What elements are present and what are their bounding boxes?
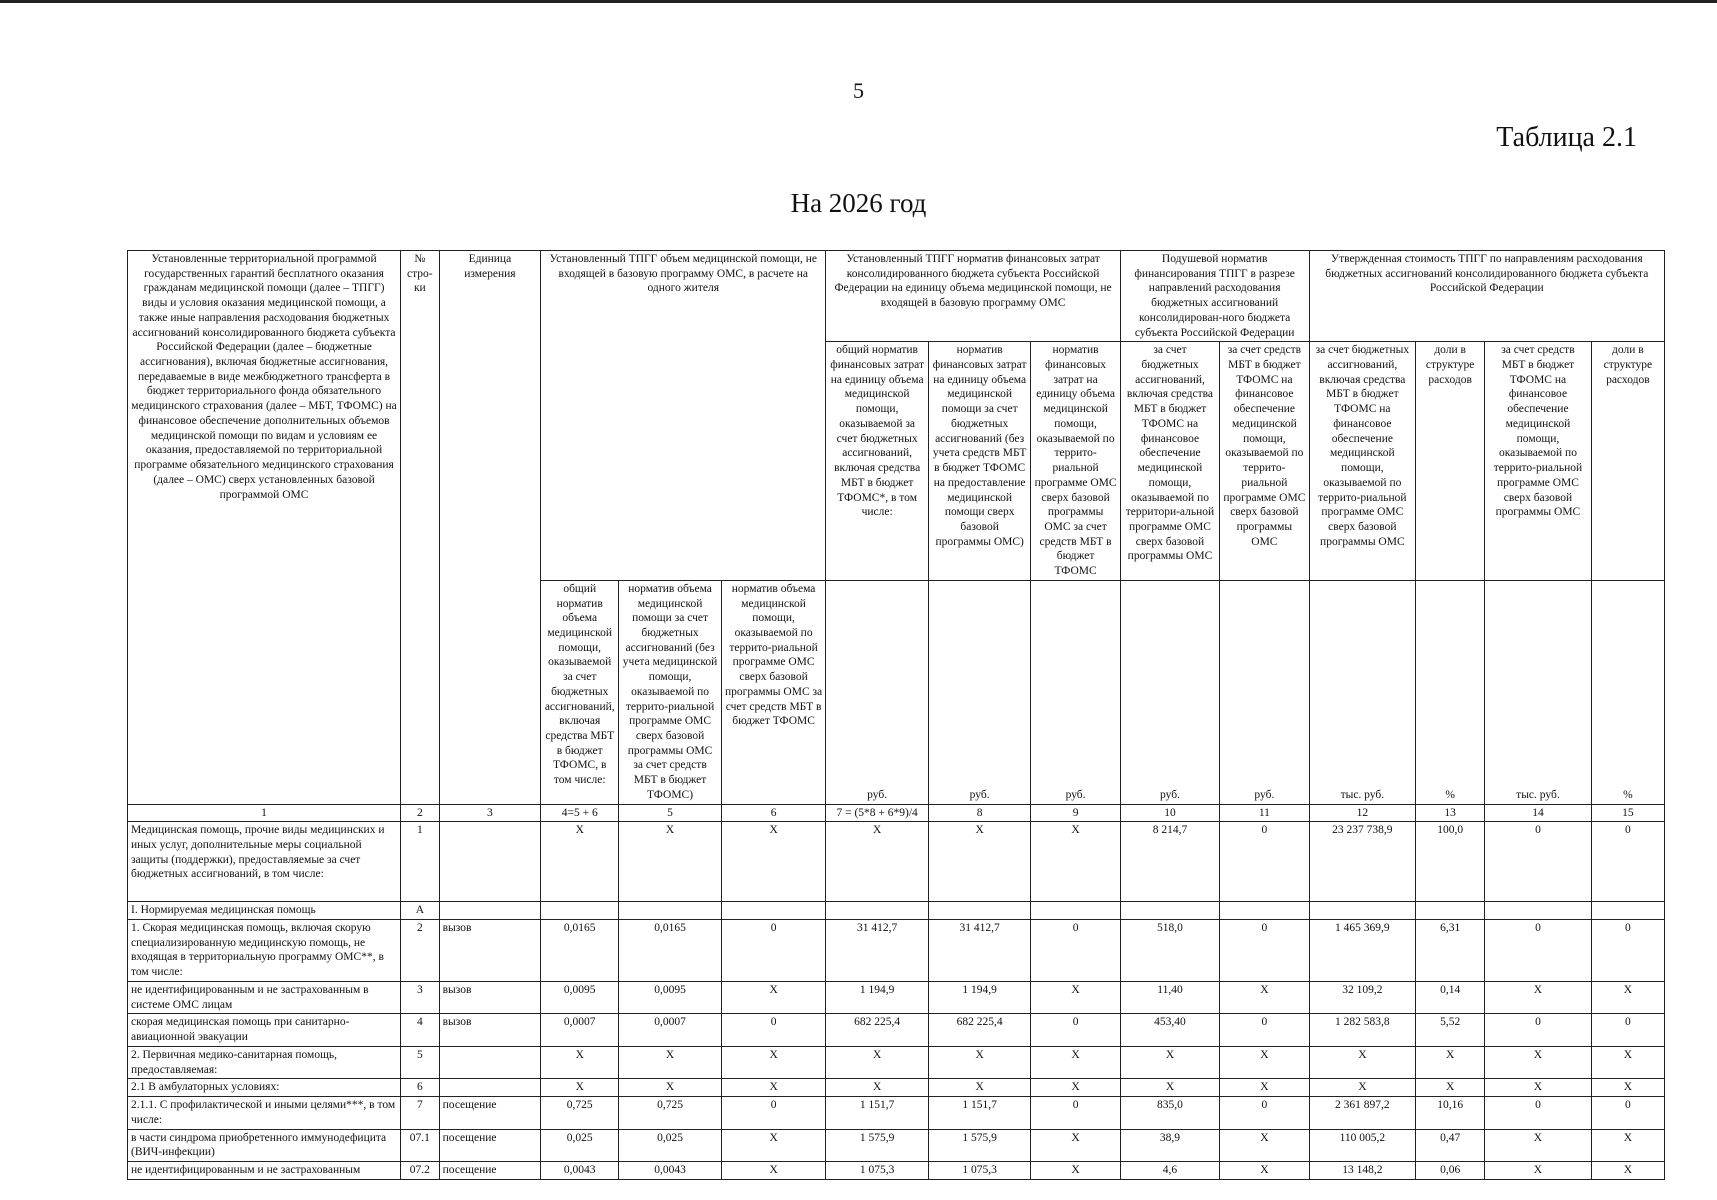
row-value: 1 282 583,8	[1309, 1014, 1416, 1046]
financing-table	[127, 250, 1665, 1180]
row-value: 0	[1220, 1097, 1309, 1129]
row-unit	[439, 902, 541, 920]
row-value: 1 575,9	[826, 1129, 929, 1161]
column-number: 14	[1485, 804, 1592, 822]
row-value: X	[1485, 1046, 1592, 1078]
row-value: X	[1220, 1046, 1309, 1078]
row-value: 0,725	[541, 1097, 619, 1129]
row-value: 0,0007	[541, 1014, 619, 1046]
row-value: 4,6	[1120, 1161, 1219, 1179]
row-value: X	[721, 982, 826, 1014]
row-value: 38,9	[1120, 1129, 1219, 1161]
page-number: 5	[853, 78, 864, 103]
row-value: X	[1031, 822, 1120, 902]
row-value: 0	[1031, 1097, 1120, 1129]
unit-col-10: руб.	[1120, 580, 1219, 804]
row-value: X	[1031, 1079, 1120, 1097]
row-value: 0,0165	[619, 920, 722, 982]
row-unit: вызов	[439, 1014, 541, 1046]
table-row	[128, 1079, 1665, 1097]
header-col-3: Единица измерения	[439, 251, 541, 805]
row-value: X	[1485, 1079, 1592, 1097]
row-value	[541, 902, 619, 920]
row-value: X	[1031, 1129, 1120, 1161]
row-label: не идентифицированным и не застрахованным в системе ОМС лицам	[128, 982, 401, 1014]
row-value: X	[1220, 1079, 1309, 1097]
column-number: 2	[401, 804, 440, 822]
row-value: 1 151,7	[928, 1097, 1031, 1129]
row-value	[1416, 902, 1485, 920]
row-value: X	[619, 822, 722, 902]
row-value: X	[1485, 1161, 1592, 1179]
header-col-7: общий норматив финансовых затрат на единицу объема медицинской помощи, оказываемой за счет бюджетных ассигнований, включая средства МБТ в бюджет ТФОМС*, в том числе:	[826, 342, 929, 581]
table-row	[128, 822, 1665, 902]
unit-col-7: руб.	[826, 580, 929, 804]
row-value: 0,0043	[541, 1161, 619, 1179]
row-value: 0,0007	[619, 1014, 722, 1046]
row-number: 3	[401, 982, 440, 1014]
unit-col-13: %	[1416, 580, 1485, 804]
row-label: 2. Первичная медико-санитарная помощь, предоставляемая:	[128, 1046, 401, 1078]
row-unit	[439, 1079, 541, 1097]
row-value: 0	[1220, 920, 1309, 982]
row-value: 1 194,9	[826, 982, 929, 1014]
row-value: X	[721, 1129, 826, 1161]
column-number: 3	[439, 804, 541, 822]
unit-col-11: руб.	[1220, 580, 1309, 804]
row-value: 0,06	[1416, 1161, 1485, 1179]
row-value: 0	[1591, 1097, 1664, 1129]
header-col-2: № стро-ки	[401, 251, 440, 805]
row-value	[1031, 902, 1120, 920]
row-value: 0	[721, 920, 826, 982]
row-value: 0,0095	[541, 982, 619, 1014]
row-value: X	[1031, 982, 1120, 1014]
table-row	[128, 1046, 1665, 1078]
row-value: 13 148,2	[1309, 1161, 1416, 1179]
row-value: 453,40	[1120, 1014, 1219, 1046]
row-value: 5,52	[1416, 1014, 1485, 1046]
row-value: 8 214,7	[1120, 822, 1219, 902]
header-col-14: за счет средств МБТ в бюджет ТФОМС на финансовое обеспечение медицинской помощи, оказываемой по террито-риальной программе ОМС сверх базовой программы ОМС	[1485, 342, 1592, 581]
row-value: 0,14	[1416, 982, 1485, 1014]
row-value: 0	[1485, 822, 1592, 902]
row-value: 1 075,3	[826, 1161, 929, 1179]
row-value: X	[1120, 1079, 1219, 1097]
row-value: 32 109,2	[1309, 982, 1416, 1014]
row-value	[1309, 902, 1416, 920]
row-value: X	[1220, 1129, 1309, 1161]
row-value: X	[1591, 1161, 1664, 1179]
row-value	[1220, 902, 1309, 920]
row-value: 0,725	[619, 1097, 722, 1129]
row-number: 1	[401, 822, 440, 902]
row-value: X	[1309, 1046, 1416, 1078]
row-label: не идентифицированным и не застрахованным	[128, 1161, 401, 1179]
row-value: X	[1309, 1079, 1416, 1097]
row-value: 0	[721, 1097, 826, 1129]
row-value: X	[721, 822, 826, 902]
row-number: 4	[401, 1014, 440, 1046]
row-value: 2 361 897,2	[1309, 1097, 1416, 1129]
column-number: 5	[619, 804, 722, 822]
scan-top-edge	[0, 0, 1717, 3]
row-unit: вызов	[439, 920, 541, 982]
row-value: X	[826, 1046, 929, 1078]
row-label: I. Нормируемая медицинская помощь	[128, 902, 401, 920]
row-value: 0	[1485, 1014, 1592, 1046]
row-value: 0	[1220, 1014, 1309, 1046]
table-row	[128, 920, 1665, 982]
row-unit	[439, 1046, 541, 1078]
row-value: X	[928, 822, 1031, 902]
row-value: 0,47	[1416, 1129, 1485, 1161]
row-label: скорая медицинская помощь при санитарно-авиационной эвакуации	[128, 1014, 401, 1046]
row-value: 682 225,4	[928, 1014, 1031, 1046]
header-row-groups	[128, 251, 1665, 342]
header-col-9: норматив финансовых затрат на единицу объема медицинской помощи, оказываемой по террито-риальной программе ОМС сверх базовой программы ОМС за счет средств МБТ в бюджет ТФОМС	[1031, 342, 1120, 581]
row-unit: посещение	[439, 1161, 541, 1179]
row-value: X	[1220, 982, 1309, 1014]
row-value: 0	[1220, 822, 1309, 902]
row-value: X	[928, 1079, 1031, 1097]
header-col-8: норматив финансовых затрат на единицу объема медицинской помощи за счет бюджетных ассигнований (без учета средств МБТ в бюджет ТФОМС на предоставление медицинской помощи сверх базовой программы ОМС)	[928, 342, 1031, 581]
row-value: 835,0	[1120, 1097, 1219, 1129]
row-value: X	[541, 1079, 619, 1097]
row-value	[1120, 902, 1219, 920]
row-value: 0	[1591, 1014, 1664, 1046]
column-number: 13	[1416, 804, 1485, 822]
row-label: 2.1.1. С профилактической и иными целями***, в том числе:	[128, 1097, 401, 1129]
row-value: 10,16	[1416, 1097, 1485, 1129]
row-value: X	[721, 1046, 826, 1078]
table-row	[128, 1097, 1665, 1129]
unit-col-9: руб.	[1031, 580, 1120, 804]
row-value	[721, 902, 826, 920]
header-col-15: доли в структуре расходов	[1591, 342, 1664, 581]
row-value: X	[619, 1046, 722, 1078]
column-number: 9	[1031, 804, 1120, 822]
row-number: 6	[401, 1079, 440, 1097]
row-value: 0,025	[541, 1129, 619, 1161]
unit-col-8: руб.	[928, 580, 1031, 804]
header-col-13: доли в структуре расходов	[1416, 342, 1485, 581]
row-value: X	[1591, 1046, 1664, 1078]
row-value: 1 575,9	[928, 1129, 1031, 1161]
row-value: X	[619, 1079, 722, 1097]
row-value: 0	[1031, 1014, 1120, 1046]
header-col-1: Установленные территориальной программой государственных гарантий бесплатного оказания гражданам медицинской помощи (далее – ТПГГ) виды и условия оказания медицинской помощи, а также иные направления расходования бюджетных ассигнований консолидированного бюджета субъекта Российской Федерации (далее – бюджетные ассигнования), включая бюджетные ассигнования, передаваемые в виде межбюджетного трансферта в бюджет территориального фонда обязательного медицинского страхования (далее – МБТ, ТФОМС) на финансовое обеспечение дополнительных объемов медицинской помощи по видам и условиям ее оказания, предоставляемой по территориальной программе обязательного медицинского страхования (далее – ОМС) сверх установленных базовой программой ОМС	[128, 251, 401, 805]
column-number-row	[128, 804, 1665, 822]
table-row	[128, 982, 1665, 1014]
row-value: 23 237 738,9	[1309, 822, 1416, 902]
row-value: 6,31	[1416, 920, 1485, 982]
row-value: 0,025	[619, 1129, 722, 1161]
row-value: 0,0165	[541, 920, 619, 982]
row-value: 0	[1485, 920, 1592, 982]
row-value: 1 151,7	[826, 1097, 929, 1129]
row-value: 100,0	[1416, 822, 1485, 902]
row-value: 1 465 369,9	[1309, 920, 1416, 982]
row-value: 1 075,3	[928, 1161, 1031, 1179]
row-number: А	[401, 902, 440, 920]
row-value: X	[541, 822, 619, 902]
header-col-4: общий норматив объема медицинской помощи, оказываемой за счет бюджетных ассигнований, включая средства МБТ в бюджет ТФОМС, в том числе:	[541, 580, 619, 804]
row-value: X	[1591, 982, 1664, 1014]
header-col-11: за счет средств МБТ в бюджет ТФОМС на финансовое обеспечение медицинской помощи, оказываемой по террито-риальной программе ОМС сверх базовой программы ОМС	[1220, 342, 1309, 581]
column-number: 11	[1220, 804, 1309, 822]
table-body	[128, 822, 1665, 1179]
header-group-norm: Установленный ТПГГ норматив финансовых затрат консолидированного бюджета субъекта Российской Федерации на единицу объема медицинской помощи, не входящей в базовую программу ОМС	[826, 251, 1120, 342]
row-number: 07.2	[401, 1161, 440, 1179]
row-value: X	[1485, 982, 1592, 1014]
row-value: X	[1485, 1129, 1592, 1161]
table-label: Таблица 2.1	[1496, 122, 1637, 153]
header-group-percapita: Подушевой норматив финансирования ТПГГ в разрезе направлений расходования бюджетных ассигнований консолидирован-ного бюджета субъекта Российской Федерации	[1120, 251, 1309, 342]
table-row	[128, 1161, 1665, 1179]
row-number: 07.1	[401, 1129, 440, 1161]
row-number: 5	[401, 1046, 440, 1078]
row-value	[1591, 902, 1664, 920]
row-value: X	[1031, 1161, 1120, 1179]
row-value: X	[721, 1161, 826, 1179]
column-number: 6	[721, 804, 826, 822]
column-number: 15	[1591, 804, 1664, 822]
row-value: 110 005,2	[1309, 1129, 1416, 1161]
row-value: X	[1416, 1079, 1485, 1097]
row-value: X	[826, 1079, 929, 1097]
row-label: 1. Скорая медицинская помощь, включая скорую специализированную медицинскую помощь, не входящая в территориальную программу ОМС**, в том числе:	[128, 920, 401, 982]
row-label: Медицинская помощь, прочие виды медицинских и иных услуг, дополнительные меры социальной защиты (поддержки), предоставляемые за счет бюджетных ассигнований, в том числе:	[128, 822, 401, 902]
row-value: 518,0	[1120, 920, 1219, 982]
row-label: в части синдрома приобретенного иммунодефицита (ВИЧ-инфекции)	[128, 1129, 401, 1161]
column-number: 8	[928, 804, 1031, 822]
row-value: 0	[721, 1014, 826, 1046]
row-unit: посещение	[439, 1129, 541, 1161]
row-value: X	[1416, 1046, 1485, 1078]
header-group-cost: Утвержденная стоимость ТПГГ по направлениям расходования бюджетных ассигнований консолидированного бюджета субъекта Российской Федерации	[1309, 251, 1664, 342]
column-number: 10	[1120, 804, 1219, 822]
unit-col-12: тыс. руб.	[1309, 580, 1416, 804]
row-value: 0	[1591, 920, 1664, 982]
row-value	[1485, 902, 1592, 920]
row-value: X	[1591, 1129, 1664, 1161]
header-group-volume: Установленный ТПГГ объем медицинской помощи, не входящей в базовую программу ОМС, в расчете на одного жителя	[541, 251, 826, 581]
row-value	[826, 902, 929, 920]
row-number: 2	[401, 920, 440, 982]
row-value: 682 225,4	[826, 1014, 929, 1046]
row-value: 0	[1485, 1097, 1592, 1129]
year-title: На 2026 год	[790, 188, 927, 218]
row-value: X	[541, 1046, 619, 1078]
row-value: X	[1031, 1046, 1120, 1078]
table-row	[128, 1014, 1665, 1046]
column-number: 4=5 + 6	[541, 804, 619, 822]
unit-col-14: тыс. руб.	[1485, 580, 1592, 804]
row-value: X	[826, 822, 929, 902]
row-value	[619, 902, 722, 920]
header-col-6: норматив объема медицинской помощи, оказываемой по террито-риальной программе ОМС сверх базовой программы ОМС за счет средств МБТ в бюджет ТФОМС	[721, 580, 826, 804]
row-value: 0,0043	[619, 1161, 722, 1179]
row-unit	[439, 822, 541, 902]
row-value: 0	[1591, 822, 1664, 902]
row-value: X	[1591, 1079, 1664, 1097]
row-value: 31 412,7	[928, 920, 1031, 982]
row-value: X	[928, 1046, 1031, 1078]
header-col-10: за счет бюджетных ассигнований, включая средства МБТ в бюджет ТФОМС на финансовое обеспечение медицинской помощи, оказываемой по территори-альной программе ОМС сверх базовой программы ОМС	[1120, 342, 1219, 581]
row-value: X	[1120, 1046, 1219, 1078]
row-label: 2.1 В амбулаторных условиях:	[128, 1079, 401, 1097]
column-number: 1	[128, 804, 401, 822]
row-value: 0,0095	[619, 982, 722, 1014]
header-col-12: за счет бюджетных ассигнований, включая средства МБТ в бюджет ТФОМС на финансовое обеспечение медицинской помощи, оказываемой по террито-риальной программе ОМС сверх базовой программы ОМС	[1309, 342, 1416, 581]
row-number: 7	[401, 1097, 440, 1129]
row-value: X	[721, 1079, 826, 1097]
column-number: 12	[1309, 804, 1416, 822]
header-col-5: норматив объема медицинской помощи за счет бюджетных ассигнований (без учета медицинской помощи, оказываемой по террито-риальной программе ОМС сверх базовой программы ОМС за счет средств МБТ в бюджет ТФОМС)	[619, 580, 722, 804]
row-value	[928, 902, 1031, 920]
row-value: 11,40	[1120, 982, 1219, 1014]
row-value: 0	[1031, 920, 1120, 982]
table-row	[128, 902, 1665, 920]
row-value: X	[1220, 1161, 1309, 1179]
unit-col-15: %	[1591, 580, 1664, 804]
row-unit: вызов	[439, 982, 541, 1014]
table-row	[128, 1129, 1665, 1161]
row-unit: посещение	[439, 1097, 541, 1129]
row-value: 1 194,9	[928, 982, 1031, 1014]
column-number: 7 = (5*8 + 6*9)/4	[826, 804, 929, 822]
row-value: 31 412,7	[826, 920, 929, 982]
